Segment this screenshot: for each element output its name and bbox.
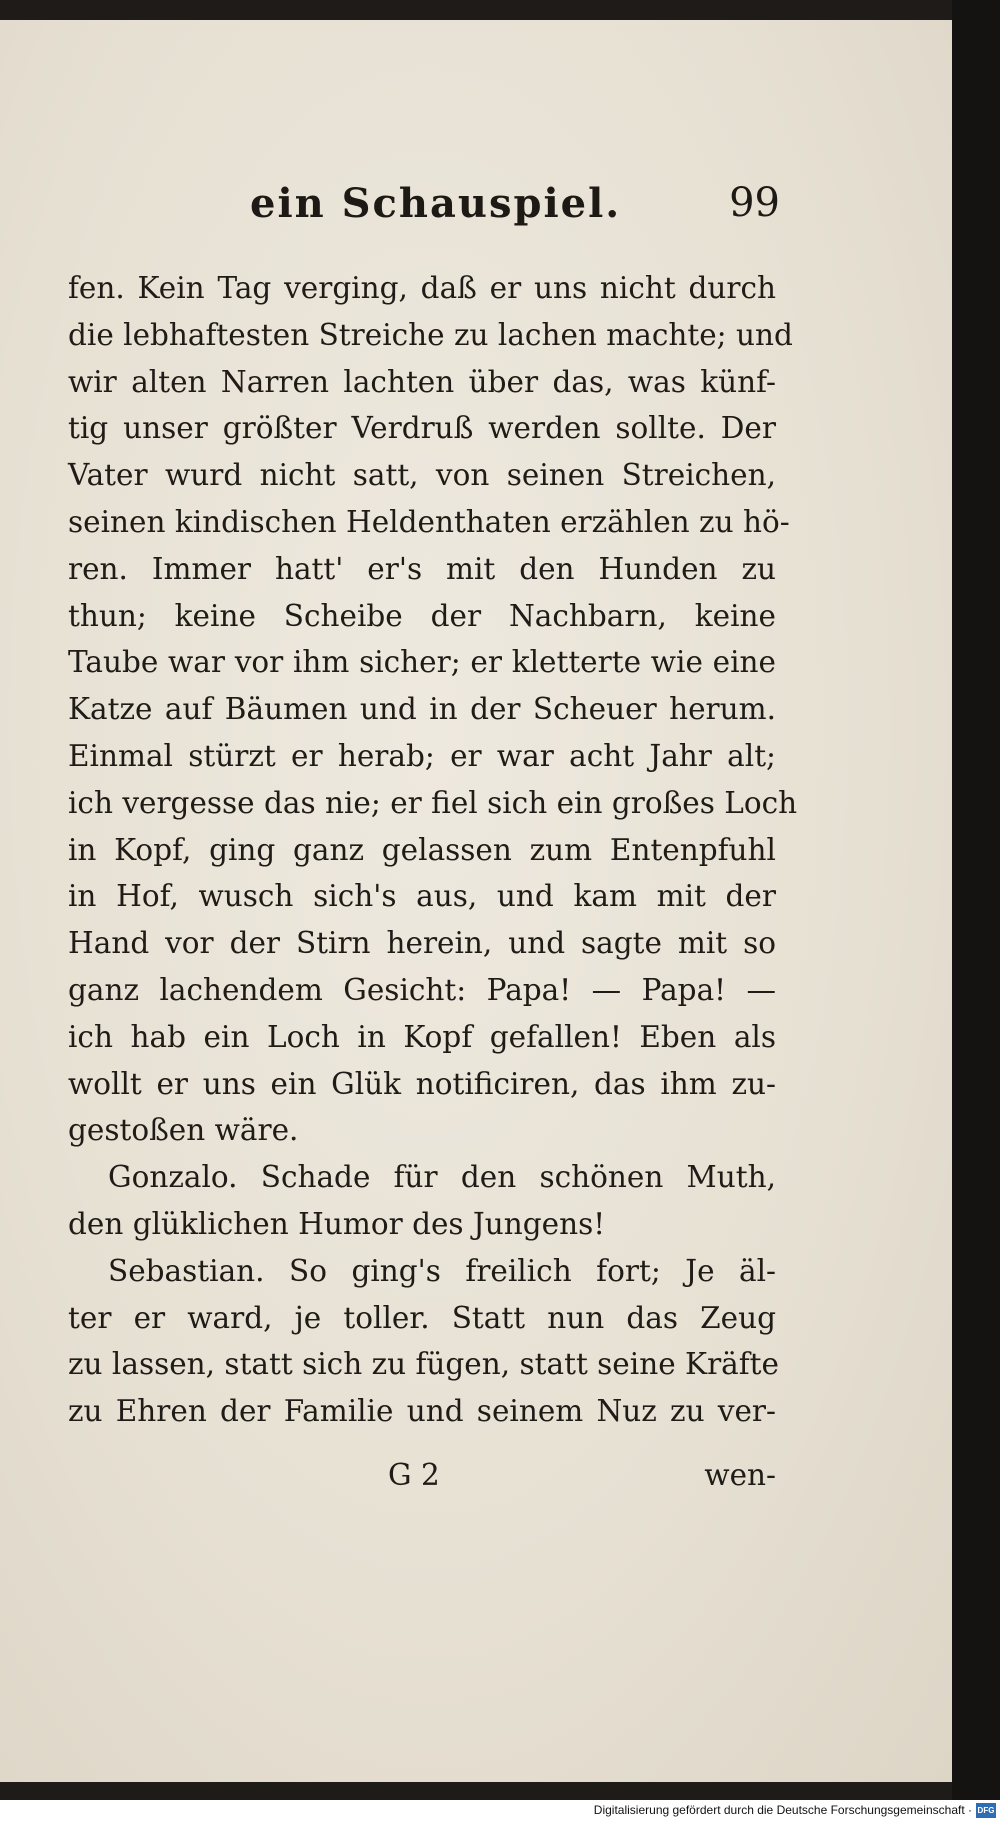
text-line: Vater wurd nicht satt, von seinen Streichen, <box>68 458 776 493</box>
signature-mark: G 2 <box>388 1458 440 1492</box>
text-line: fen. Kein Tag verging, daß er uns nicht durch <box>68 271 776 305</box>
speaker-line: Sebastian. So ging's freilich fort; Je äl- <box>108 1253 776 1288</box>
text-line: Einmal stürzt er herab; er war acht Jahr alt; <box>68 738 776 773</box>
page-header <box>250 180 780 240</box>
digitization-credit-bar <box>0 1800 1000 1822</box>
text-line: ganz lachendem Gesicht: Papa! — Papa! — <box>68 972 776 1007</box>
text-line: in Kopf, ging ganz gelassen zum Entenpfuhl <box>68 832 776 867</box>
text-line: ich hab ein Loch in Kopf gefallen! Eben als <box>68 1019 776 1054</box>
text-line: seinen kindischen Heldenthaten erzählen zu hö- <box>68 504 790 539</box>
text-line: ren. Immer hatt' er's mit den Hunden zu <box>68 551 776 586</box>
running-title: ein Schauspiel. <box>250 180 622 227</box>
text-line: Taube war vor ihm sicher; er kletterte wie eine <box>68 645 776 680</box>
text-line: wollt er uns ein Glük notificiren, das ihm zu- <box>68 1066 776 1101</box>
speaker-line: Gonzalo. Schade für den schönen Muth, <box>108 1160 776 1195</box>
text-line: in Hof, wusch sich's aus, und kam mit der <box>68 879 776 914</box>
text-line: ich vergesse das nie; er fiel sich ein großes Loch <box>68 785 798 820</box>
text-line: gestoßen wäre. <box>68 1113 299 1148</box>
body-text <box>68 265 798 1435</box>
text-line: tig unser größter Verdruß werden sollte. Der <box>68 411 776 446</box>
text-line: Hand vor der Stirn herein, und sagte mit so <box>68 926 776 961</box>
page-footer <box>68 1458 776 1504</box>
text-line: ter er ward, je toller. Statt nun das Zeug <box>68 1300 776 1335</box>
scan-background-edge <box>952 0 1000 1800</box>
text-line: thun; keine Scheibe der Nachbarn, keine <box>68 598 776 633</box>
text-line: den glüklichen Humor des Jungens! <box>68 1206 606 1241</box>
catchword: wen- <box>704 1458 776 1492</box>
text-line: die lebhaftesten Streiche zu lachen machte; und <box>68 317 793 352</box>
book-page <box>0 20 954 1782</box>
text-line: zu Ehren der Familie und seinem Nuz zu ver- <box>68 1394 776 1429</box>
text-line: Katze auf Bäumen und in der Scheuer herum. <box>68 692 776 727</box>
dfg-logo-icon: DFG <box>976 1803 996 1818</box>
credit-text: Digitalisierung gefördert durch die Deutsche Forschungsgemeinschaft · <box>593 1803 972 1817</box>
page-number: 99 <box>729 180 780 226</box>
text-line: zu lassen, statt sich zu fügen, statt seine Kräfte <box>68 1347 779 1382</box>
text-line: wir alten Narren lachten über das, was künf- <box>68 364 776 399</box>
